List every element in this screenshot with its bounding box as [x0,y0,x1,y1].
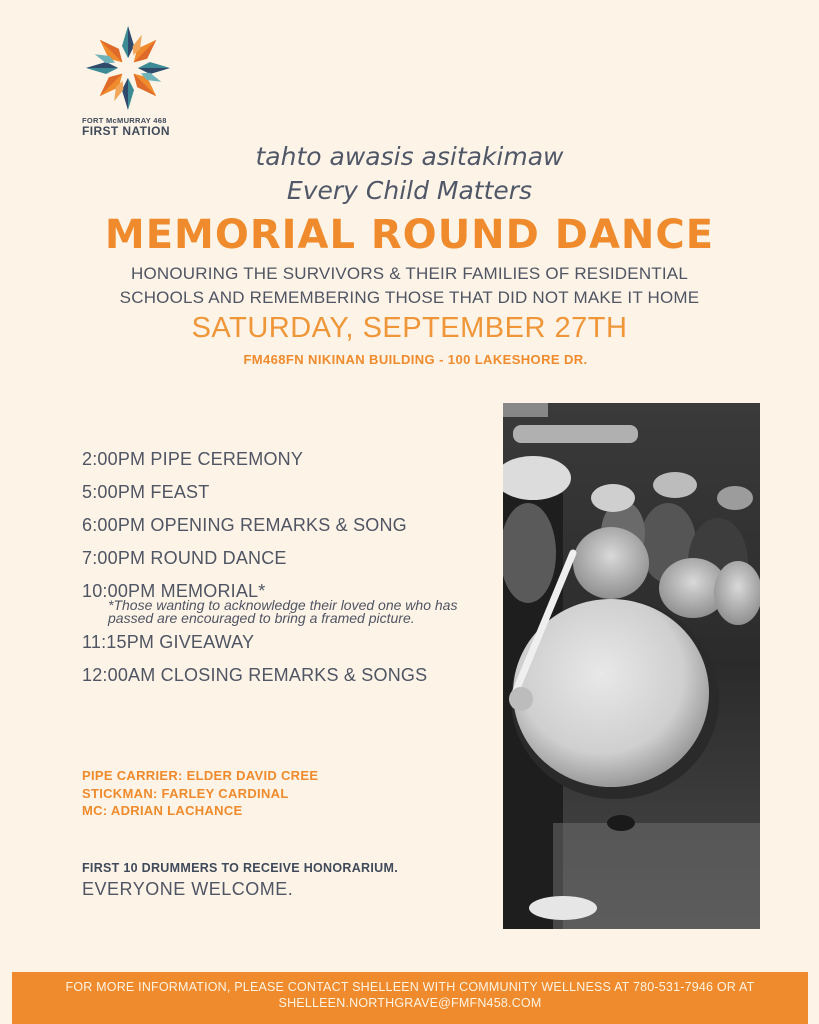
contact-email[interactable]: SHELLEEN.NORTHGRAVE@FMFN458.COM [278,995,542,1010]
logo-text-large: FIRST NATION [82,124,170,138]
drummers-photo [503,403,760,929]
contact-footer [12,972,808,1024]
english-subtitle: Every Child Matters [286,176,533,205]
logo-text-small: FORT McMURRAY 468 [82,116,167,125]
memorial-note: *Those wanting to acknowledge their loved one who has passed are encouraged to bring a framed picture. [108,597,458,626]
pipe-carrier-credit: PIPE CARRIER: ELDER DAVID CREE [82,768,319,783]
contact-text-line-1: FOR MORE INFORMATION, PLEASE CONTACT SHELLEEN WITH COMMUNITY WELLNESS AT 780-531-7946 OR AT [65,980,755,994]
event-schedule [82,448,492,697]
cree-subtitle: tahto awasis asitakimaw [255,142,564,171]
schedule-item: 2:00PM PIPE CEREMONY [82,449,304,469]
drummers-notice: FIRST 10 DRUMMERS TO RECEIVE HONORARIUM. [82,861,398,875]
stickman-credit: STICKMAN: FARLEY CARDINAL [82,785,289,801]
event-title: MEMORIAL ROUND DANCE [104,212,715,258]
welcome-text: EVERYONE WELCOME. [82,879,294,899]
schedule-item: 6:00PM OPENING REMARKS & SONG [82,515,407,535]
schedule-item: 5:00PM FEAST [82,482,210,502]
schedule-item: 11:15PM GIVEAWAY [82,632,255,652]
schedule-item: 7:00PM ROUND DANCE [82,548,287,568]
mc-credit: MC: ADRIAN LACHANCE [82,803,243,818]
honouring-text-line-1: HONOURING THE SURVIVORS & THEIR FAMILIES OF RESIDENTIAL [131,264,688,283]
first-nation-logo [82,24,178,138]
schedule-item: 10:00PM MEMORIAL* [82,581,266,601]
event-credits [82,767,318,820]
event-date: SATURDAY, SEPTEMBER 27TH [191,312,628,344]
event-location: FM468FN NIKINAN BUILDING - 100 LAKESHORE DR. [243,352,588,367]
star-blanket-logo-icon [84,24,172,112]
schedule-item: 12:00AM CLOSING REMARKS & SONGS [82,665,428,685]
honouring-text-line-2: SCHOOLS AND REMEMBERING THOSE THAT DID NOT MAKE IT HOME [119,288,700,307]
